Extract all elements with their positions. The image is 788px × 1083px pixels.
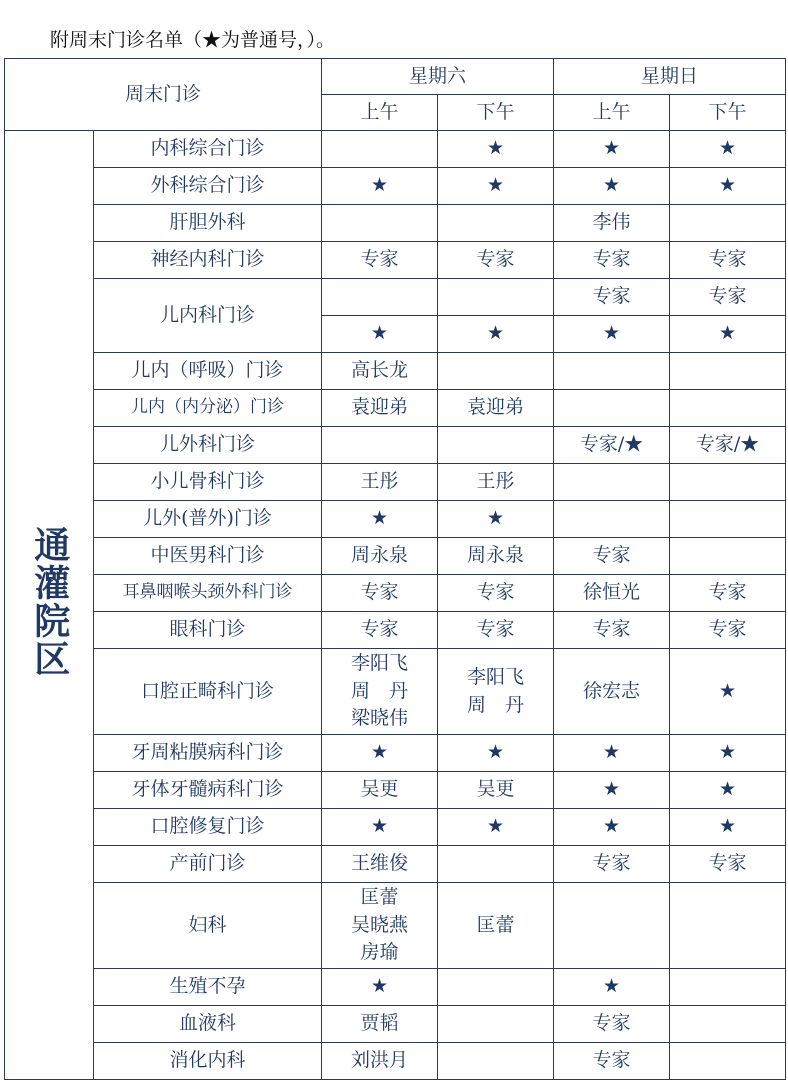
table-row <box>5 205 786 242</box>
department-name: 产前门诊 <box>94 846 322 883</box>
department-name: 牙体牙髓病科门诊 <box>94 772 322 809</box>
schedule-cell-sun-am: 专家 <box>554 1043 670 1080</box>
schedule-cell-sat-am: ★ <box>322 316 438 353</box>
schedule-cell-sun-am: 专家 <box>554 612 670 649</box>
department-name: 小儿骨科门诊 <box>94 464 322 501</box>
schedule-cell-sat-pm <box>438 205 554 242</box>
schedule-cell-sat-pm: 匡蕾 <box>438 883 554 969</box>
table-row <box>5 353 786 390</box>
schedule-cell-sun-pm: ★ <box>670 809 786 846</box>
schedule-cell-sat-pm: ★ <box>438 735 554 772</box>
table-row <box>5 390 786 427</box>
department-name: 神经内科门诊 <box>94 242 322 279</box>
cell-line: 房瑜 <box>360 941 399 964</box>
schedule-cell-sun-pm: 专家 <box>670 846 786 883</box>
schedule-cell-sun-am: 徐宏志 <box>554 649 670 735</box>
cell-line: 李阳飞 <box>351 652 409 675</box>
schedule-cell-sat-am: 周永泉 <box>322 538 438 575</box>
schedule-cell-sat-pm: ★ <box>438 501 554 538</box>
department-name: 儿内（内分泌）门诊 <box>94 390 322 427</box>
schedule-cell-sun-pm: 专家 <box>670 242 786 279</box>
table-row <box>5 464 786 501</box>
schedule-cell-sat-pm <box>438 1043 554 1080</box>
schedule-cell-sun-pm: ★ <box>670 168 786 205</box>
department-name: 中医男科门诊 <box>94 538 322 575</box>
table-row <box>5 242 786 279</box>
schedule-cell-sat-pm <box>438 846 554 883</box>
schedule-cell-sat-pm: ★ <box>438 131 554 168</box>
schedule-cell-sat-pm: ★ <box>438 168 554 205</box>
schedule-cell-sun-pm <box>670 205 786 242</box>
table-row <box>5 809 786 846</box>
schedule-cell-sun-am: 专家 <box>554 1006 670 1043</box>
schedule-cell-sun-pm: ★ <box>670 131 786 168</box>
schedule-cell-sun-pm <box>670 1043 786 1080</box>
header-day-saturday: 星期六 <box>322 59 554 95</box>
table-row <box>5 427 786 464</box>
schedule-cell-sun-pm <box>670 969 786 1006</box>
department-name: 儿外科门诊 <box>94 427 322 464</box>
table-row <box>5 883 786 969</box>
schedule-cell-sat-pm: 专家 <box>438 612 554 649</box>
table-row <box>5 1006 786 1043</box>
schedule-cell-sun-pm <box>670 1006 786 1043</box>
department-name: 肝胆外科 <box>94 205 322 242</box>
schedule-cell-sun-am: 专家 <box>554 538 670 575</box>
schedule-cell-sat-am <box>322 131 438 168</box>
department-name: 口腔正畸科门诊 <box>94 649 322 735</box>
schedule-cell-sun-pm <box>670 353 786 390</box>
schedule-cell-sat-pm: ★ <box>438 316 554 353</box>
schedule-cell-sat-pm: 吴更 <box>438 772 554 809</box>
schedule-cell-sun-am: 专家 <box>554 846 670 883</box>
schedule-cell-sun-pm: ★ <box>670 649 786 735</box>
schedule-cell-sat-am <box>322 649 438 735</box>
department-name: 儿内科门诊 <box>94 279 322 353</box>
schedule-cell-sat-pm <box>438 969 554 1006</box>
schedule-cell-sun-pm <box>670 538 786 575</box>
table-row <box>5 538 786 575</box>
department-name: 消化内科 <box>94 1043 322 1080</box>
table-row <box>5 735 786 772</box>
schedule-cell-sat-pm: 专家 <box>438 242 554 279</box>
schedule-cell-sun-pm: 专家 <box>670 612 786 649</box>
schedule-cell-sun-pm <box>670 464 786 501</box>
table-row <box>5 612 786 649</box>
schedule-cell-sat-pm: ★ <box>438 809 554 846</box>
schedule-cell-sat-am: 专家 <box>322 612 438 649</box>
schedule-cell-sun-am <box>554 464 670 501</box>
cell-line: 梁晓伟 <box>351 707 409 730</box>
schedule-cell-sun-am: ★ <box>554 131 670 168</box>
header-corner: 周末门诊 <box>5 59 322 131</box>
campus-label <box>5 131 94 1080</box>
schedule-cell-sat-am: 王彤 <box>322 464 438 501</box>
schedule-cell-sun-am: ★ <box>554 735 670 772</box>
schedule-cell-sun-am: ★ <box>554 772 670 809</box>
header-sun-am: 上午 <box>554 95 670 131</box>
schedule-cell-sat-pm: 袁迎弟 <box>438 390 554 427</box>
department-name: 生殖不孕 <box>94 969 322 1006</box>
schedule-cell-sat-am: ★ <box>322 501 438 538</box>
schedule-cell-sat-am <box>322 279 438 316</box>
weekend-clinic-table <box>4 58 786 1080</box>
schedule-cell-sun-am: ★ <box>554 809 670 846</box>
schedule-cell-sun-am <box>554 390 670 427</box>
header-sun-pm: 下午 <box>670 95 786 131</box>
schedule-cell-sat-am <box>322 205 438 242</box>
header-sat-am: 上午 <box>322 95 438 131</box>
schedule-cell-sun-pm: ★ <box>670 772 786 809</box>
schedule-cell-sat-pm: 专家 <box>438 575 554 612</box>
department-name: 妇科 <box>94 883 322 969</box>
table-row <box>5 772 786 809</box>
schedule-cell-sun-pm: ★ <box>670 735 786 772</box>
schedule-cell-sun-pm <box>670 390 786 427</box>
department-name: 耳鼻咽喉头颈外科门诊 <box>94 575 322 612</box>
schedule-cell-sun-pm: 专家 <box>670 279 786 316</box>
schedule-cell-sun-pm <box>670 501 786 538</box>
table-row <box>5 575 786 612</box>
department-name: 牙周粘膜病科门诊 <box>94 735 322 772</box>
schedule-cell-sun-am <box>554 883 670 969</box>
schedule-cell-sat-am: 专家 <box>322 242 438 279</box>
schedule-cell-sat-am <box>322 883 438 969</box>
schedule-cell-sun-am: ★ <box>554 168 670 205</box>
schedule-cell-sun-pm: ★ <box>670 316 786 353</box>
header-sat-pm: 下午 <box>438 95 554 131</box>
campus-name: 通灌院区 <box>28 525 71 678</box>
schedule-cell-sat-pm <box>438 427 554 464</box>
schedule-cell-sat-pm <box>438 1006 554 1043</box>
department-name: 血液科 <box>94 1006 322 1043</box>
schedule-cell-sat-am: ★ <box>322 168 438 205</box>
schedule-cell-sun-pm: 专家 <box>670 575 786 612</box>
department-name: 儿外(普外)门诊 <box>94 501 322 538</box>
table-row <box>5 969 786 1006</box>
schedule-cell-sun-am: ★ <box>554 316 670 353</box>
cell-line: 吴晓燕 <box>351 913 409 936</box>
department-name: 外科综合门诊 <box>94 168 322 205</box>
schedule-cell-sat-pm <box>438 353 554 390</box>
schedule-cell-sat-am: 王维俊 <box>322 846 438 883</box>
schedule-cell-sun-am: 专家/★ <box>554 427 670 464</box>
table-row <box>5 501 786 538</box>
cell-line: 李阳飞 <box>467 665 525 688</box>
schedule-cell-sat-am: 吴更 <box>322 772 438 809</box>
cell-line: 周 丹 <box>351 679 409 702</box>
schedule-cell-sat-am: 袁迎弟 <box>322 390 438 427</box>
schedule-cell-sat-am: 高长龙 <box>322 353 438 390</box>
cell-line: 周 丹 <box>467 693 525 716</box>
schedule-cell-sun-am: 徐恒光 <box>554 575 670 612</box>
page-caption: 附周末门诊名单（★为普通号，）。 <box>50 29 336 51</box>
schedule-cell-sun-pm <box>670 883 786 969</box>
department-name: 儿内（呼吸）门诊 <box>94 353 322 390</box>
table-row <box>5 1043 786 1080</box>
schedule-cell-sat-am: 专家 <box>322 575 438 612</box>
schedule-cell-sat-am: ★ <box>322 809 438 846</box>
table-row <box>5 649 786 735</box>
schedule-cell-sun-am: 专家 <box>554 279 670 316</box>
schedule-cell-sat-pm <box>438 279 554 316</box>
department-name: 口腔修复门诊 <box>94 809 322 846</box>
schedule-cell-sat-am: 贾韬 <box>322 1006 438 1043</box>
schedule-cell-sun-am <box>554 353 670 390</box>
schedule-cell-sat-am: ★ <box>322 969 438 1006</box>
schedule-cell-sat-am: 刘洪月 <box>322 1043 438 1080</box>
department-name: 眼科门诊 <box>94 612 322 649</box>
schedule-cell-sat-pm: 周永泉 <box>438 538 554 575</box>
cell-line: 匡蕾 <box>360 886 399 909</box>
header-day-sunday: 星期日 <box>554 59 786 95</box>
schedule-cell-sun-pm: 专家/★ <box>670 427 786 464</box>
table-row <box>5 846 786 883</box>
schedule-cell-sun-am: ★ <box>554 969 670 1006</box>
schedule-cell-sat-pm: 王彤 <box>438 464 554 501</box>
department-name: 内科综合门诊 <box>94 131 322 168</box>
schedule-cell-sun-am <box>554 501 670 538</box>
table-row <box>5 168 786 205</box>
schedule-cell-sat-pm <box>438 649 554 735</box>
schedule-cell-sun-am: 专家 <box>554 242 670 279</box>
schedule-cell-sun-am: 李伟 <box>554 205 670 242</box>
schedule-cell-sat-am: ★ <box>322 735 438 772</box>
schedule-cell-sat-am <box>322 427 438 464</box>
table-row <box>5 279 786 316</box>
table-row <box>5 131 786 168</box>
